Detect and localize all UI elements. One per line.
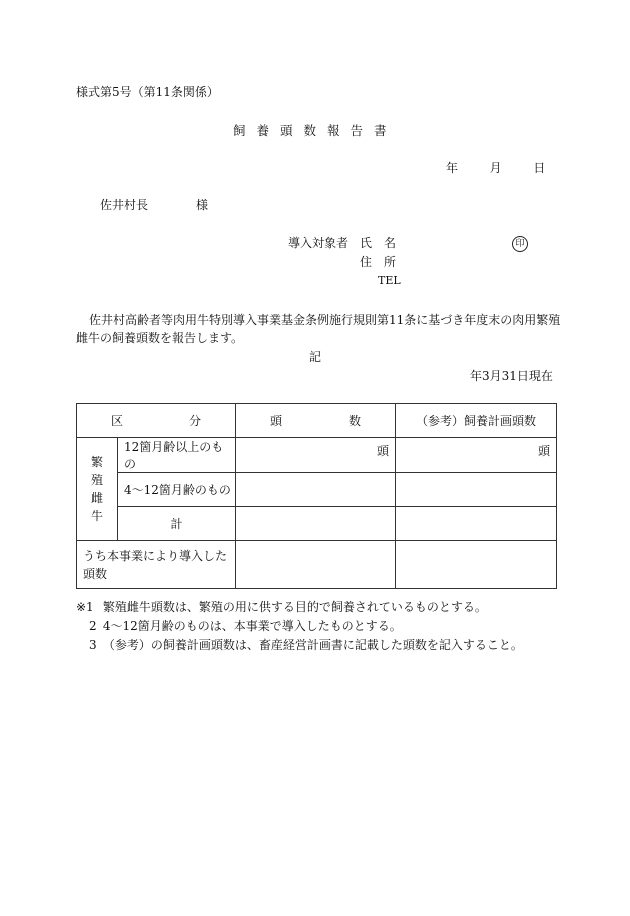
header-count-b: 数 xyxy=(348,414,361,428)
note-item xyxy=(89,638,523,652)
form-number: 様式第5号（第11条関係） xyxy=(76,85,219,99)
note-text: （参考）の飼養計画頭数は、畜産経営計画書に記載した頭数を記入すること。 xyxy=(102,638,523,652)
addressee-name: 佐井村長 xyxy=(100,198,149,212)
report-date xyxy=(446,161,545,175)
note-number: ※1 xyxy=(76,600,94,614)
date-year: 年 xyxy=(446,161,459,175)
plan-cell-total xyxy=(396,507,557,541)
breeding-cow-label-line2: 雌牛 xyxy=(90,491,109,523)
date-month: 月 xyxy=(489,161,502,175)
table-header-row xyxy=(77,404,557,438)
seal-mark xyxy=(512,235,528,252)
header-division-b: 分 xyxy=(188,414,201,428)
header-division xyxy=(77,404,236,438)
table-row xyxy=(77,507,557,541)
breeding-cow-label xyxy=(77,438,118,541)
count-cell-total xyxy=(236,507,396,541)
header-count xyxy=(236,404,396,438)
plan-cell-4to12months xyxy=(396,473,557,507)
note-text: 4〜12箇月齢のものは、本事業で導入したものとする。 xyxy=(102,619,402,633)
applicant-name-label: 氏 名 xyxy=(360,236,397,250)
header-count-a: 頭 xyxy=(270,414,283,428)
plan-cell-introduced xyxy=(396,541,557,589)
note-item xyxy=(76,600,487,614)
header-division-a: 区 xyxy=(111,414,124,428)
header-planned: （参考）飼養計画頭数 xyxy=(396,404,557,438)
row-label-12months: 12箇月齢以上のもの xyxy=(118,438,236,473)
applicant-tel-label: TEL xyxy=(378,274,401,287)
count-cell-12months: 頭 xyxy=(236,438,396,473)
table-row xyxy=(77,473,557,507)
note-number: 3 xyxy=(89,638,97,652)
table-row xyxy=(77,438,557,473)
as-of-date: 年3月31日現在 xyxy=(470,369,553,383)
introduced-line1: うち本事業により導入した xyxy=(83,548,228,563)
applicant-address-label: 住 所 xyxy=(360,255,397,269)
addressee-honorific: 様 xyxy=(196,198,209,212)
body-text-line2: 雌牛の飼養頭数を報告します。 xyxy=(76,331,244,345)
note-item xyxy=(89,619,402,633)
document-title: 飼養頭数報告書 xyxy=(233,123,398,138)
note-text: 繁殖雌牛頭数は、繁殖の用に供する目的で飼養されているものとする。 xyxy=(102,600,487,614)
count-cell-4to12months xyxy=(236,473,396,507)
date-day: 日 xyxy=(533,161,546,175)
introduced-line2: 頭数 xyxy=(83,566,108,581)
ki-heading: 記 xyxy=(309,350,322,364)
seal-icon: 印 xyxy=(512,236,528,252)
breeding-cow-label-line1: 繁殖 xyxy=(90,455,109,487)
body-text-line1: 佐井村高齢者等肉用牛特別導入事業基金条例施行規則第11条に基づき年度末の肉用繁殖 xyxy=(89,313,561,327)
applicant-label: 導入対象者 xyxy=(288,236,349,250)
row-label-introduced xyxy=(77,541,236,589)
count-cell-introduced xyxy=(236,541,396,589)
note-number: 2 xyxy=(89,619,97,633)
table-row xyxy=(77,541,557,589)
row-label-total: 計 xyxy=(118,507,236,541)
row-label-4to12months: 4〜12箇月齢のもの xyxy=(118,473,236,507)
livestock-count-table xyxy=(76,403,557,589)
plan-cell-12months: 頭 xyxy=(396,438,557,473)
